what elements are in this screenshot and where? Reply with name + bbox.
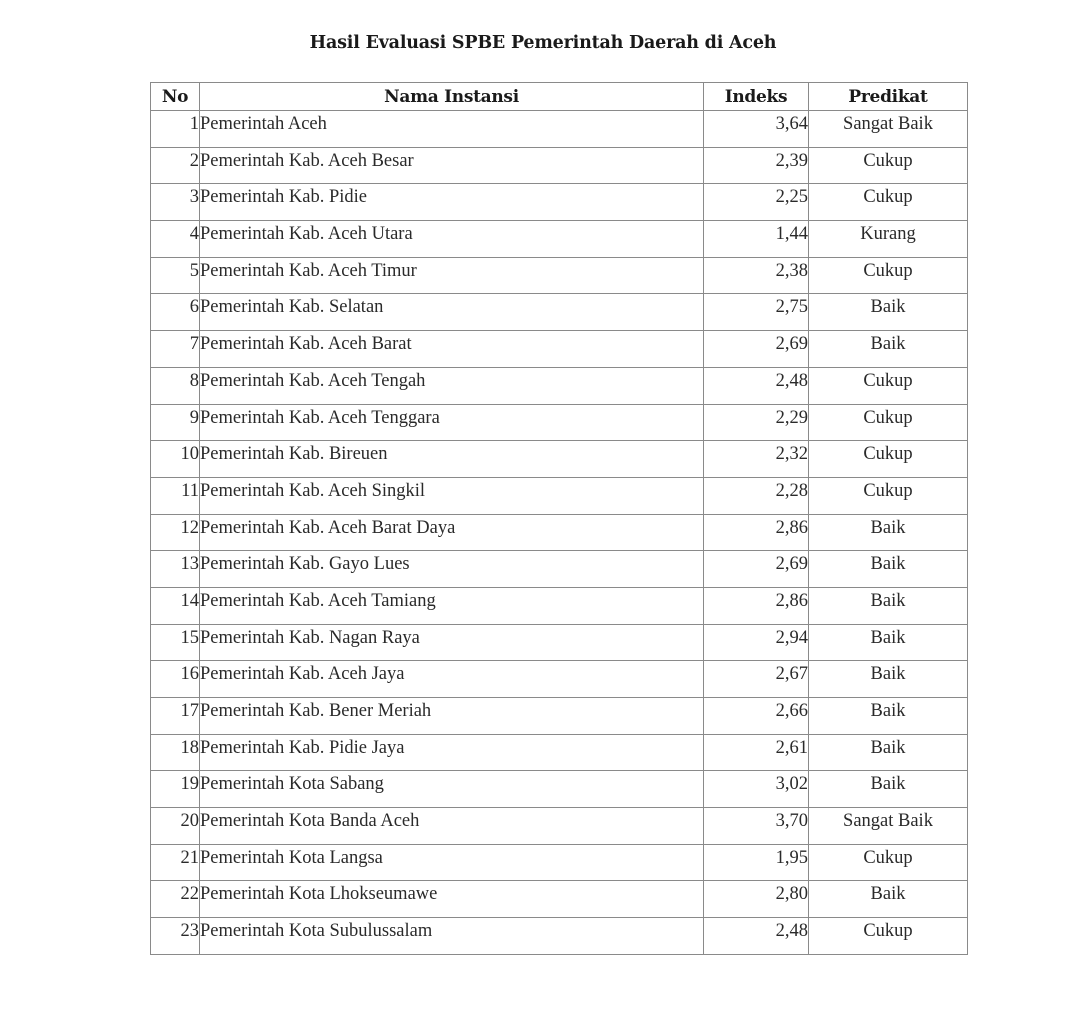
cell-predicate: Sangat Baik — [809, 808, 968, 845]
cell-index: 2,48 — [704, 918, 809, 955]
table-row — [151, 184, 968, 221]
table-row — [151, 771, 968, 808]
cell-predicate: Kurang — [809, 221, 968, 258]
cell-instance-name: Pemerintah Aceh — [200, 111, 704, 148]
cell-instance-name: Pemerintah Kab. Selatan — [200, 294, 704, 331]
cell-instance-name: Pemerintah Kab. Aceh Jaya — [200, 661, 704, 698]
cell-no: 19 — [151, 771, 200, 808]
cell-no: 2 — [151, 147, 200, 184]
cell-predicate: Cukup — [809, 367, 968, 404]
cell-predicate: Baik — [809, 881, 968, 918]
cell-index: 2,61 — [704, 734, 809, 771]
document-title: Hasil Evaluasi SPBE Pemerintah Daerah di Aceh — [309, 33, 777, 53]
table-body — [151, 111, 968, 955]
table-row — [151, 881, 968, 918]
cell-instance-name: Pemerintah Kab. Pidie — [200, 184, 704, 221]
cell-instance-name: Pemerintah Kota Sabang — [200, 771, 704, 808]
cell-instance-name: Pemerintah Kab. Pidie Jaya — [200, 734, 704, 771]
cell-predicate: Cukup — [809, 184, 968, 221]
cell-predicate: Baik — [809, 624, 968, 661]
cell-predicate: Baik — [809, 551, 968, 588]
table-row — [151, 587, 968, 624]
cell-instance-name: Pemerintah Kab. Aceh Timur — [200, 257, 704, 294]
cell-index: 3,64 — [704, 111, 809, 148]
cell-index: 2,75 — [704, 294, 809, 331]
table-row — [151, 111, 968, 148]
cell-no: 11 — [151, 477, 200, 514]
header-name: Nama Instansi — [200, 83, 704, 111]
cell-predicate: Cukup — [809, 441, 968, 478]
cell-predicate: Baik — [809, 587, 968, 624]
table-row — [151, 147, 968, 184]
cell-index: 2,66 — [704, 698, 809, 735]
table-row — [151, 294, 968, 331]
cell-instance-name: Pemerintah Kab. Aceh Singkil — [200, 477, 704, 514]
cell-predicate: Sangat Baik — [809, 111, 968, 148]
cell-no: 17 — [151, 698, 200, 735]
cell-no: 13 — [151, 551, 200, 588]
cell-index: 2,29 — [704, 404, 809, 441]
header-index: Indeks — [704, 83, 809, 111]
cell-instance-name: Pemerintah Kota Subulussalam — [200, 918, 704, 955]
cell-no: 18 — [151, 734, 200, 771]
cell-no: 22 — [151, 881, 200, 918]
header-no: No — [151, 83, 200, 111]
cell-instance-name: Pemerintah Kab. Aceh Tamiang — [200, 587, 704, 624]
cell-no: 15 — [151, 624, 200, 661]
table-row — [151, 257, 968, 294]
table-row — [151, 734, 968, 771]
cell-no: 23 — [151, 918, 200, 955]
cell-index: 2,67 — [704, 661, 809, 698]
table-row — [151, 624, 968, 661]
table-row — [151, 404, 968, 441]
cell-instance-name: Pemerintah Kab. Nagan Raya — [200, 624, 704, 661]
cell-index: 2,38 — [704, 257, 809, 294]
cell-no: 10 — [151, 441, 200, 478]
cell-instance-name: Pemerintah Kab. Aceh Barat Daya — [200, 514, 704, 551]
cell-instance-name: Pemerintah Kab. Aceh Utara — [200, 221, 704, 258]
table-row — [151, 441, 968, 478]
cell-no: 16 — [151, 661, 200, 698]
cell-index: 2,94 — [704, 624, 809, 661]
cell-no: 1 — [151, 111, 200, 148]
cell-predicate: Baik — [809, 514, 968, 551]
cell-instance-name: Pemerintah Kab. Aceh Tengah — [200, 367, 704, 404]
table-row — [151, 808, 968, 845]
cell-index: 2,86 — [704, 587, 809, 624]
table-header — [151, 83, 968, 111]
cell-no: 12 — [151, 514, 200, 551]
evaluation-table — [150, 82, 968, 955]
cell-no: 4 — [151, 221, 200, 258]
cell-index: 3,02 — [704, 771, 809, 808]
table-row — [151, 918, 968, 955]
cell-index: 2,69 — [704, 551, 809, 588]
header-predicate: Predikat — [809, 83, 968, 111]
cell-index: 2,39 — [704, 147, 809, 184]
cell-predicate: Cukup — [809, 147, 968, 184]
cell-predicate: Baik — [809, 734, 968, 771]
table-row — [151, 514, 968, 551]
cell-no: 8 — [151, 367, 200, 404]
cell-predicate: Cukup — [809, 257, 968, 294]
cell-index: 3,70 — [704, 808, 809, 845]
cell-instance-name: Pemerintah Kab. Aceh Barat — [200, 331, 704, 368]
cell-index: 2,32 — [704, 441, 809, 478]
cell-instance-name: Pemerintah Kota Banda Aceh — [200, 808, 704, 845]
cell-no: 9 — [151, 404, 200, 441]
table-row — [151, 221, 968, 258]
header-row — [151, 83, 968, 111]
table-row — [151, 698, 968, 735]
cell-predicate: Baik — [809, 661, 968, 698]
cell-no: 3 — [151, 184, 200, 221]
table-row — [151, 331, 968, 368]
cell-no: 20 — [151, 808, 200, 845]
cell-predicate: Baik — [809, 294, 968, 331]
cell-predicate: Cukup — [809, 477, 968, 514]
cell-predicate: Cukup — [809, 918, 968, 955]
cell-instance-name: Pemerintah Kab. Bener Meriah — [200, 698, 704, 735]
cell-index: 1,95 — [704, 844, 809, 881]
cell-index: 2,86 — [704, 514, 809, 551]
cell-predicate: Baik — [809, 331, 968, 368]
cell-index: 2,80 — [704, 881, 809, 918]
cell-index: 2,48 — [704, 367, 809, 404]
cell-no: 6 — [151, 294, 200, 331]
cell-no: 21 — [151, 844, 200, 881]
cell-index: 2,69 — [704, 331, 809, 368]
cell-predicate: Baik — [809, 771, 968, 808]
cell-instance-name: Pemerintah Kab. Gayo Lues — [200, 551, 704, 588]
cell-predicate: Cukup — [809, 844, 968, 881]
cell-predicate: Cukup — [809, 404, 968, 441]
table-row — [151, 844, 968, 881]
cell-instance-name: Pemerintah Kab. Aceh Tenggara — [200, 404, 704, 441]
cell-instance-name: Pemerintah Kab. Aceh Besar — [200, 147, 704, 184]
cell-no: 14 — [151, 587, 200, 624]
cell-instance-name: Pemerintah Kota Lhokseumawe — [200, 881, 704, 918]
cell-instance-name: Pemerintah Kota Langsa — [200, 844, 704, 881]
cell-instance-name: Pemerintah Kab. Bireuen — [200, 441, 704, 478]
table-row — [151, 477, 968, 514]
cell-predicate: Baik — [809, 698, 968, 735]
cell-index: 2,28 — [704, 477, 809, 514]
cell-index: 2,25 — [704, 184, 809, 221]
table-row — [151, 551, 968, 588]
table-row — [151, 661, 968, 698]
cell-no: 5 — [151, 257, 200, 294]
cell-index: 1,44 — [704, 221, 809, 258]
table-row — [151, 367, 968, 404]
cell-no: 7 — [151, 331, 200, 368]
